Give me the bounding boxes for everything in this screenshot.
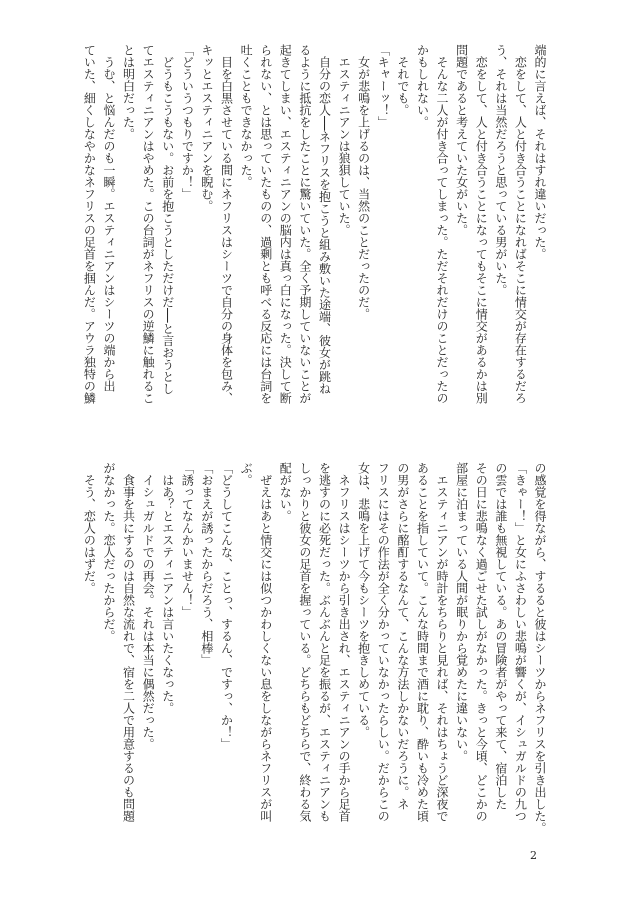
text-column: 目を白黒させている間にネフリスはシーツで自分の身体を包み、 [219,44,234,404]
text-column: う、それは当然だろうと思っている男がいた。 [493,44,508,296]
text-column: 女は、悲鳴を上げて今もシーツを抱きしめている。 [356,462,371,738]
text-column: 問題であると考えていた女がいた。 [454,44,469,236]
text-column: るように抵抗をしたことに驚いていた。全く予期していないことが [297,44,312,404]
text-column: 女が悲鳴を上げるのは、当然のことだったのだ。 [356,44,371,320]
text-column: エスティニアンは狼狽していた。 [337,44,352,236]
text-column: ぶ。 [239,462,254,486]
text-column: ていた、細くしなやかなネフリスの足首を掴んだ。アウラ独特の鱗 [82,44,97,404]
text-column: キッとエスティニアンを睨む。 [199,44,214,212]
text-column: フリスにはその作法が全く分かっていなかったらしい。だからこの [376,462,391,822]
body-text-lower [79,462,549,854]
text-column: てエスティニアンはやめた。この台詞がネフリスの逆鱗に触れるこ [141,44,156,404]
text-column: を逃すのに必死だった。ぶんぶんと足を振るが、エスティニアンも [317,462,332,822]
text-column: 「おまえが誘ったからだろう、相棒」 [199,462,214,666]
text-column: どうもこうもない。お前を抱こうとしただけだ──と言おうとし [160,44,175,395]
text-column: 「キャーッ！」 [376,44,391,128]
text-column: 恋をして、人と付き合うことになってもそこに情交があるかは別 [474,44,489,404]
text-column: 「どうしてこんな、ことっ、するん、ですっ、か！」 [219,462,234,750]
text-column: あることを指していて。こんな時間まで酒に耽り、酔いも冷めた頃 [415,462,430,822]
text-column: 部屋に泊まっている人間が眠りから覚めたに違いない。 [454,462,469,762]
text-column: その日に悲鳴なく過ごせた試しがなかった。きっと今頃、どこかの [474,462,489,822]
text-column: そう、恋人のはずだ。 [82,462,97,594]
text-column: 起きてしまい、エスティニアンの脳内は真っ白になった。決して断 [278,44,293,404]
text-column: の感覚を得ながら、するると彼はシーツからネフリスを引き出した。 [533,462,547,834]
text-column: イシュガルドでの再会。それは本当に偶然だった。 [141,462,156,750]
text-column: とは明白だった。 [121,44,136,140]
text-column: それでも。 [395,44,410,116]
text-column: そんな二人が付き合ってしまった。ただそれだけのことだったの [435,44,450,404]
text-column: られない、とは思っていたものの、過剰とも呼べる反応には台詞を [258,44,273,404]
text-column: うむ、と悩んだのも一瞬。エスティニアンはシーツの端から出 [101,44,116,392]
page-number: 2 [530,849,537,862]
text-column: かもしれない。 [415,44,430,128]
text-column: 食事を共にするのは自然な流れで、宿を二人で用意するのも問題 [121,462,136,822]
text-column: ぜえはあと情交には似つかわしくない息をしながらネフリスが叫 [258,462,273,822]
text-column: 吐くこともできなかった。 [239,44,254,188]
text-column: しっかりと彼女の足首を握っている。どちらもどちらで、終わる気 [297,462,312,822]
body-text-upper [79,44,549,436]
text-column: 恋をして、人と付き合うことになればそこに情交が存在するだろ [513,44,528,404]
text-column: 「どういうつもりですか！」 [180,44,195,200]
text-column: 自分の恋人──ネフリスを抱こうと組み敷いた途端、彼女が跳ね [317,44,332,395]
text-column: はあ？とエスティニアンは言いたくなった。 [160,462,175,714]
text-column: がなかった。恋人だったからだ。 [101,462,116,642]
text-column: 配がない。 [278,462,293,522]
text-column: 「きゃー！」と女にふさわしい悲鳴が響くが、イシュガルドの九つ [513,462,528,822]
text-column: ネフリスはシーツから引き出され、エスティニアンの手から足首 [337,462,352,822]
text-column: 「誘ってなんかいません！」 [180,462,195,618]
text-column: 端的に言えば、それはすれ違いだった。 [533,44,547,260]
text-column: エスティニアンが時計をちらりと見れば、それはちょうど深夜で [435,462,450,822]
text-column: の雲では誰も無視している。あの冒険者がやって来て、宿泊した [493,462,508,810]
text-column: の男がさらに酩酊するなんて、こんな方法しかないだろうに。ネ [395,462,410,810]
